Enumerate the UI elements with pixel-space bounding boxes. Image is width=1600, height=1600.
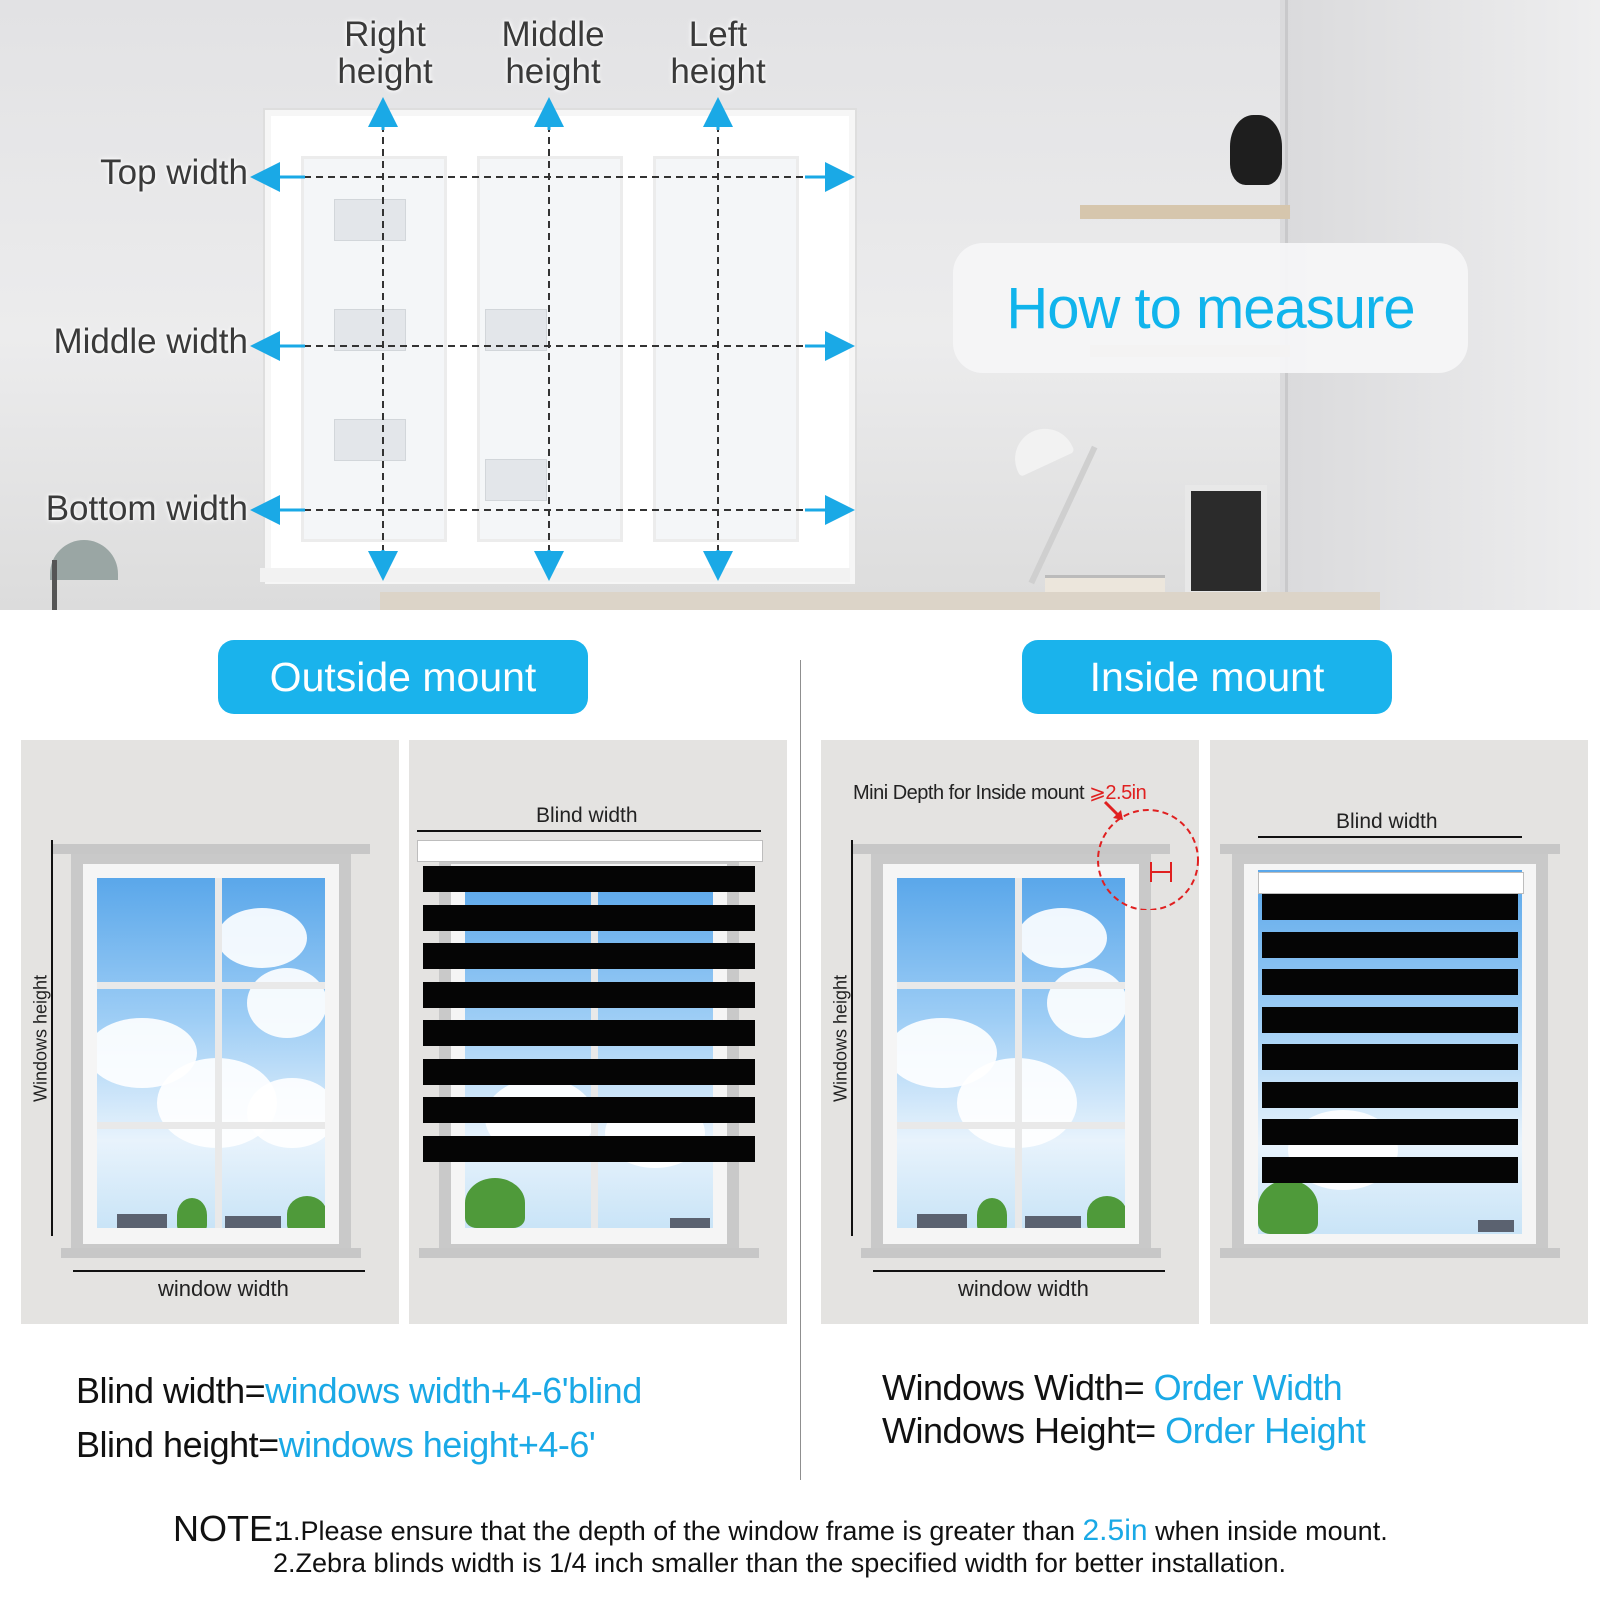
outside-height-formula: Blind height=windows height+4-6' xyxy=(76,1424,596,1465)
blind-stripe xyxy=(1262,1007,1518,1033)
outside-window-panel xyxy=(21,740,399,1324)
middle-height-label: Middle height xyxy=(501,15,605,91)
blind-width-label: Blind width xyxy=(536,804,638,827)
note-heading: NOTE: xyxy=(173,1508,284,1549)
section-divider xyxy=(800,660,801,1480)
inside-blind-panel xyxy=(1210,740,1588,1324)
right-height-label: Right height xyxy=(337,15,433,91)
bottom-width-label: Bottom width xyxy=(45,489,248,528)
inside-height-formula: Windows Height= Order Height xyxy=(882,1410,1366,1451)
window-width-label: window width xyxy=(158,1276,289,1301)
depth-value: ⩾2.5in xyxy=(1089,782,1147,804)
blind-headrail xyxy=(417,840,763,862)
blind-stripe xyxy=(1262,969,1518,995)
blind-stripe xyxy=(423,982,755,1008)
blind-stripe xyxy=(1262,932,1518,958)
top-width-label: Top width xyxy=(100,153,248,192)
inside-width-formula: Windows Width= Order Width xyxy=(882,1367,1343,1408)
blind-stripe xyxy=(423,1097,755,1123)
blind-headrail xyxy=(1258,872,1524,894)
blind-width-label: Blind width xyxy=(1336,810,1438,833)
blind-stripe xyxy=(1262,1082,1518,1108)
how-to-measure-title: How to measure xyxy=(1006,275,1415,341)
note-line-1: 1.Please ensure that the depth of the window frame is greater than 2.5in when inside mount. xyxy=(278,1514,1388,1547)
sky-view xyxy=(897,878,1125,1228)
blind-stripe xyxy=(423,866,755,892)
windows-height-label: Windows height xyxy=(30,974,51,1103)
inside-mount-badge: Inside mount xyxy=(1022,640,1392,714)
windows-height-label: Windows height xyxy=(830,974,851,1103)
blind-stripe xyxy=(423,1059,755,1085)
blind-stripe xyxy=(423,1136,755,1162)
blind-stripe xyxy=(423,905,755,931)
how-to-measure-card xyxy=(953,243,1468,373)
window-width-label: window width xyxy=(958,1276,1089,1301)
inside-window-panel xyxy=(821,740,1199,1324)
sky-view xyxy=(97,878,325,1228)
blind-stripe xyxy=(1262,1119,1518,1145)
middle-width-label: Middle width xyxy=(53,322,248,361)
sky-view xyxy=(465,878,713,1228)
blind-stripe xyxy=(1262,1157,1518,1183)
outside-mount-badge: Outside mount xyxy=(218,640,588,714)
blind-stripe xyxy=(1262,894,1518,920)
depth-callout xyxy=(1091,800,1199,910)
room-scene xyxy=(0,0,1600,610)
depth-label: Mini Depth for Inside mount ⩾2.5in xyxy=(853,782,1147,804)
blind-stripe xyxy=(1262,1044,1518,1070)
outside-blind-panel xyxy=(409,740,787,1324)
blind-stripe xyxy=(423,943,755,969)
left-height-label: Left height xyxy=(670,15,766,91)
note-line-2: 2.Zebra blinds width is 1/4 inch smaller than the specified width for better installation. xyxy=(273,1548,1287,1578)
blind-stripe xyxy=(423,1020,755,1046)
outside-width-formula: Blind width=windows width+4-6'blind xyxy=(76,1370,642,1411)
